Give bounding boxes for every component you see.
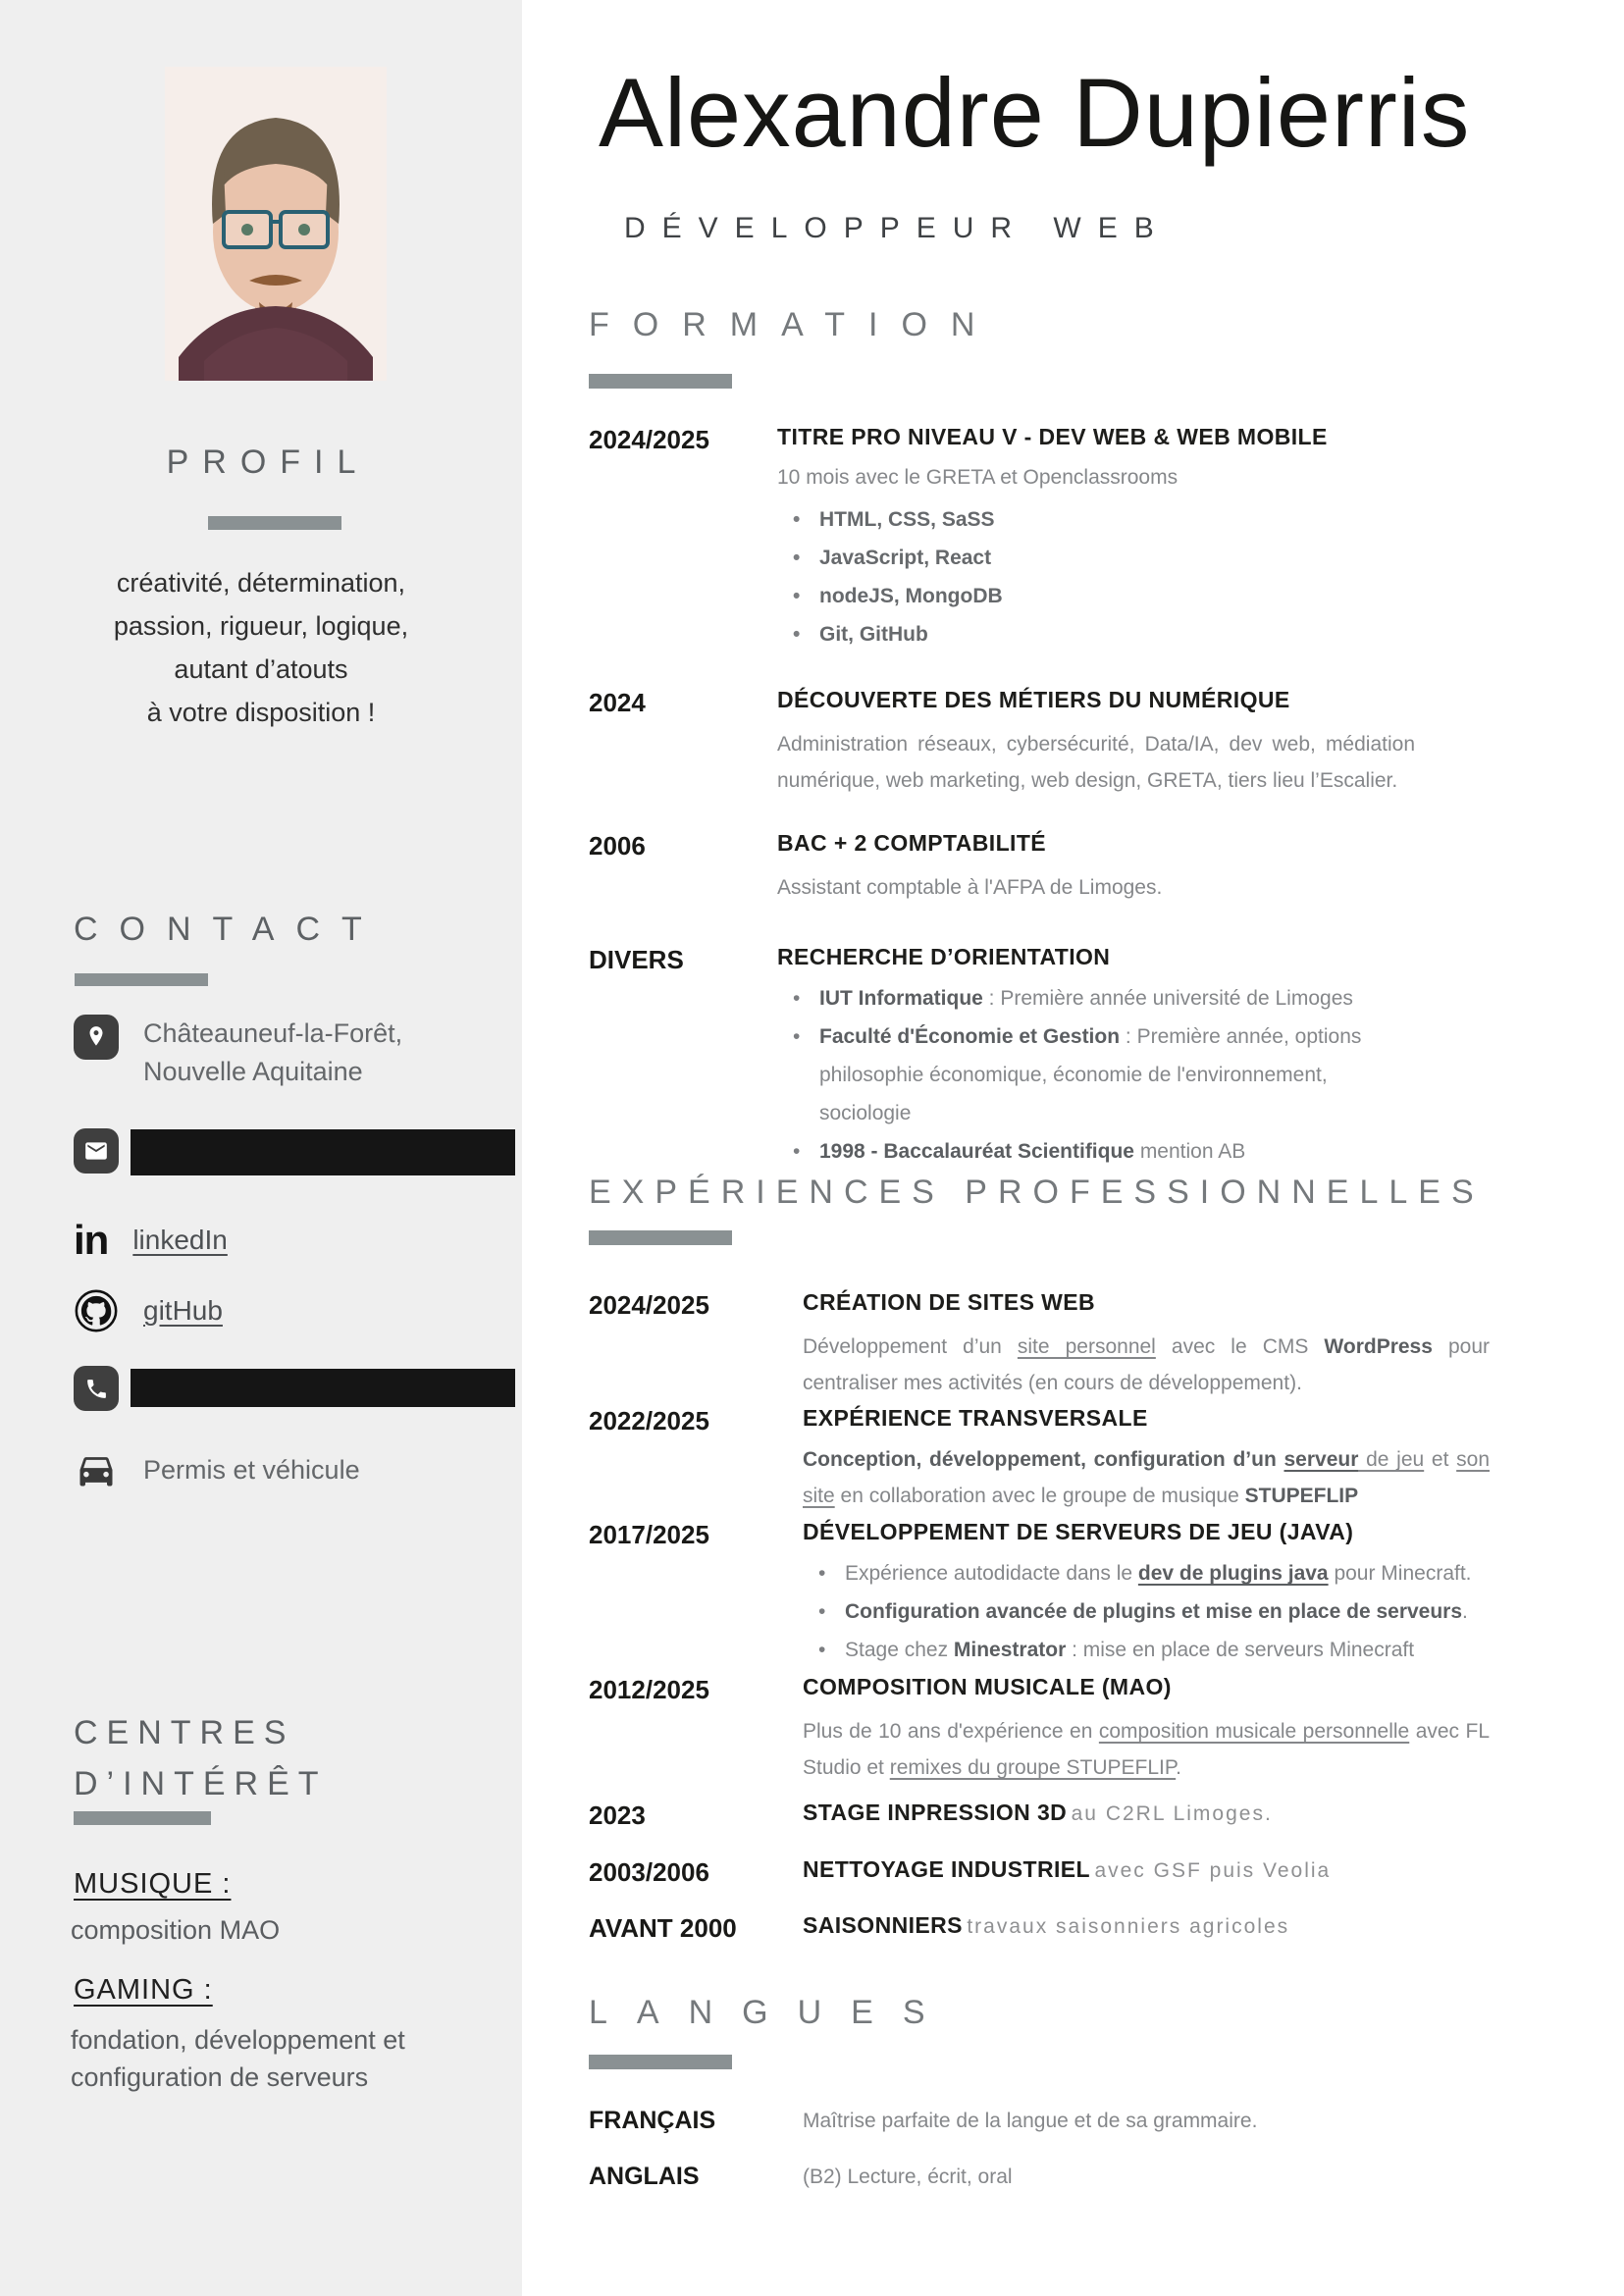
contact-permis-row [74, 1448, 360, 1491]
entry-body: Administration réseaux, cybersécurité, Data/IA, dev web, médiation numérique, web marketing, web design, GRETA, tiers lieu l’Escalier. [777, 733, 1415, 792]
entry-body: Plus de 10 ans d'expérience en composition musicale personnelle avec FL Studio et remixes du groupe STUPEFLIP. [803, 1720, 1490, 1779]
interets-section-title [74, 1707, 328, 1809]
langues-section-title: LANGUES [589, 1994, 955, 2031]
entry-heading: TITRE PRO NIVEAU V - DEV WEB & WEB MOBILE [777, 424, 1328, 449]
profil-line: passion, rigueur, logique, [113, 611, 409, 641]
entry-date: 2024/2025 [589, 1290, 709, 1320]
entry-date: 2006 [589, 831, 646, 861]
experience-entry [589, 1800, 1490, 1831]
location-line1: Châteauneuf-la-Forêt, [143, 1018, 403, 1048]
list-item: • Faculté d'Économie et Gestion : Première année, options philosophie économique, économie de l'environnement, sociologie [793, 1018, 1415, 1132]
musique-label: MUSIQUE : [74, 1868, 232, 1900]
list-item: • HTML, CSS, SaSS [793, 500, 1415, 539]
list-item: • 1998 - Baccalauréat Scientifique mention AB [793, 1132, 1415, 1171]
contact-github-row[interactable] [74, 1289, 223, 1332]
experience-entry [589, 1519, 1490, 1669]
entry-date: 2017/2025 [589, 1520, 709, 1549]
list-item: • IUT Informatique : Première année université de Limoges [793, 979, 1415, 1018]
interets-title-line1: CENTRES [74, 1714, 295, 1751]
langue-desc: Maîtrise parfaite de la langue et de sa grammaire. [803, 2110, 1258, 2132]
entry-subtext: 10 mois avec le GRETA et Openclassrooms [777, 466, 1179, 489]
contact-linkedin-row[interactable] [74, 1217, 228, 1263]
experience-entry [589, 1405, 1490, 1514]
entry-body: Conception, développement, configuration d’un serveur de jeu et son site en collaboration avec le groupe de musique STUPEFLIP [803, 1448, 1490, 1507]
formation-entry [589, 424, 1415, 653]
list-item: • Git, GitHub [793, 615, 1415, 653]
location-text [143, 1015, 402, 1091]
experience-entry [589, 1674, 1490, 1786]
langue-row [589, 2163, 1013, 2191]
entry-date: DIVERS [589, 945, 684, 974]
list-item: • JavaScript, React [793, 539, 1415, 577]
contact-email-row [74, 1128, 119, 1174]
experience-list [803, 1554, 1490, 1669]
profil-line: à votre disposition ! [146, 698, 376, 727]
permis-text: Permis et véhicule [143, 1454, 360, 1485]
location-pin-icon [74, 1015, 119, 1060]
entry-heading: DÉCOUVERTE DES MÉTIERS DU NUMÉRIQUE [777, 687, 1290, 712]
entry-date: 2022/2025 [589, 1406, 709, 1435]
entry-date: 2024 [589, 688, 646, 717]
location-line2: Nouvelle Aquitaine [143, 1057, 363, 1086]
entry-date: 2012/2025 [589, 1675, 709, 1704]
entry-heading: NETTOYAGE INDUSTRIEL [803, 1856, 1090, 1882]
linkedin-link[interactable]: linkedIn [132, 1225, 228, 1255]
langue-row [589, 2107, 1257, 2135]
profil-line: autant d’atouts [174, 654, 348, 684]
car-icon [74, 1448, 119, 1491]
contact-phone-row [74, 1366, 119, 1411]
orientation-list [777, 979, 1415, 1171]
gaming-line1: fondation, développement et [71, 2025, 405, 2055]
entry-desc: avec GSF puis Veolia [1094, 1859, 1332, 1882]
entry-heading: STAGE INPRESSION 3D [803, 1800, 1068, 1825]
entry-heading: SAISONNIERS [803, 1912, 963, 1938]
entry-date: AVANT 2000 [589, 1913, 737, 1943]
langue-label: FRANÇAIS [589, 2107, 716, 2134]
portrait-illustration [165, 67, 387, 381]
sidebar [0, 0, 522, 2296]
github-link[interactable]: gitHub [143, 1295, 223, 1326]
linkedin-icon: in [74, 1217, 109, 1263]
experiences-accent-bar [589, 1230, 732, 1245]
entry-heading: RECHERCHE D’ORIENTATION [777, 944, 1111, 969]
skills-list [777, 500, 1415, 653]
entry-heading: BAC + 2 COMPTABILITÉ [777, 830, 1047, 856]
experience-entry [589, 1912, 1490, 1944]
list-item: • nodeJS, MongoDB [793, 577, 1415, 615]
entry-heading: DÉVELOPPEMENT DE SERVEURS DE JEU (JAVA) [803, 1519, 1354, 1544]
entry-date: 2003/2006 [589, 1857, 709, 1887]
profil-text [35, 561, 487, 734]
formation-entry [589, 830, 1415, 906]
list-item: • Configuration avancée de plugins et mise en place de serveurs. [818, 1592, 1490, 1631]
entry-heading: COMPOSITION MUSICALE (MAO) [803, 1674, 1172, 1699]
entry-desc: au C2RL Limoges. [1071, 1802, 1273, 1825]
phone-redacted-bar [131, 1369, 515, 1407]
email-redacted-bar [131, 1129, 515, 1175]
entry-body: Assistant comptable à l'AFPA de Limoges. [777, 876, 1163, 899]
formation-section-title: FORMATION [589, 306, 999, 343]
entry-date: 2024/2025 [589, 425, 709, 454]
list-item: • Expérience autodidacte dans le dev de plugins java pour Minecraft. [818, 1554, 1490, 1592]
email-icon [74, 1128, 119, 1174]
entry-heading: EXPÉRIENCE TRANSVERSALE [803, 1405, 1148, 1431]
experience-entry [589, 1289, 1490, 1401]
entry-date: 2023 [589, 1800, 646, 1830]
interets-title-line2: D’INTÉRÊT [74, 1765, 328, 1802]
formation-entry [589, 687, 1415, 799]
profil-accent-bar [208, 516, 341, 530]
gaming-value [71, 2021, 405, 2096]
entry-body: Développement d’un site personnel avec le CMS WordPress pour centraliser mes activités (en cours de développement). [803, 1335, 1490, 1394]
person-name: Alexandre Dupierris [599, 58, 1471, 167]
person-job-title: DÉVELOPPEUR WEB [624, 212, 1171, 244]
gaming-label: GAMING : [74, 1974, 213, 2006]
gaming-line2: configuration de serveurs [71, 2062, 369, 2092]
langue-label: ANGLAIS [589, 2163, 700, 2190]
interets-accent-bar [74, 1811, 211, 1825]
profil-section-title: PROFIL [166, 444, 370, 481]
list-item: • Stage chez Minestrator : mise en place de serveurs Minecraft [818, 1631, 1490, 1669]
formation-entry [589, 944, 1415, 1171]
contact-accent-bar [75, 973, 208, 986]
entry-heading: CRÉATION DE SITES WEB [803, 1289, 1096, 1315]
musique-value: composition MAO [71, 1915, 281, 1945]
experiences-section-title: EXPÉRIENCES PROFESSIONNELLES [589, 1174, 1485, 1211]
langue-desc: (B2) Lecture, écrit, oral [803, 2166, 1013, 2188]
profile-photo [165, 67, 387, 381]
github-icon [74, 1289, 119, 1332]
phone-icon [74, 1366, 119, 1411]
entry-desc: travaux saisonniers agricoles [967, 1915, 1290, 1938]
experience-entry [589, 1856, 1490, 1888]
contact-section-title: CONTACT [74, 911, 384, 948]
profil-line: créativité, détermination, [116, 568, 406, 598]
contact-location-row [74, 1015, 402, 1091]
formation-accent-bar [589, 374, 732, 389]
langues-accent-bar [589, 2055, 732, 2069]
